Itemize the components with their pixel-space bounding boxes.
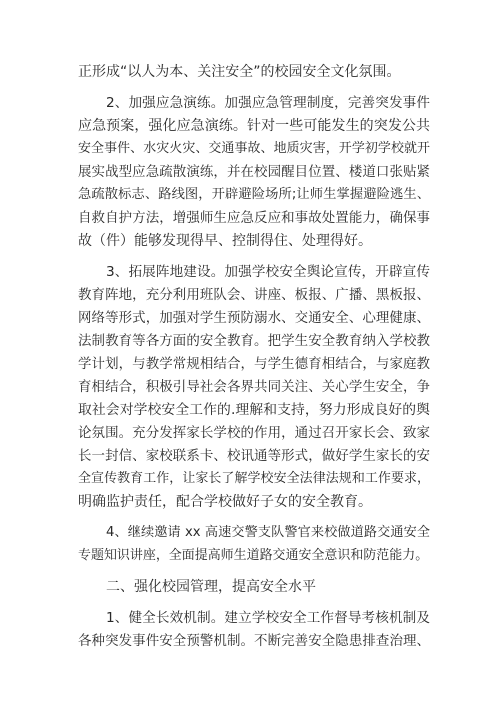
text-line: 取社会对学校安全工作的.理解和支持，努力形成良好的舆 xyxy=(78,402,430,418)
text-line: 自救自护方法，增强师生应急反应和事故处置能力，确保事 xyxy=(78,210,430,226)
text-line: 学计划，与教学常规相结合，与学生德育相结合，与家庭教 xyxy=(78,356,430,372)
text-line: 各种突发事件安全预警机制。不断完善安全隐患排查治理、 xyxy=(78,633,430,649)
text-line: 专题知识讲座，全面提高师生道路交通安全意识和防范能力。 xyxy=(78,548,429,563)
text-line: 全宣传教育工作，让家长了解学校安全法律法规和工作要求， xyxy=(78,471,430,486)
section-heading: 二、强化校园管理，提高安全水平 xyxy=(106,579,316,595)
text-line: 网络等形式，加强对学生预防溺水、交通安全、心理健康、 xyxy=(78,310,430,326)
text-line: 法制教育等各方面的安全教育。把学生安全教育纳入学校教 xyxy=(78,333,430,349)
text-line: 1、健全长效机制。建立学校安全工作督导考核机制及 xyxy=(106,610,430,626)
text-line: 展实战型应急疏散演练，并在校园醒目位置、楼道口张贴紧 xyxy=(78,164,430,180)
text-line: 故（件）能够发现得早、控制得住、处理得好。 xyxy=(78,233,372,249)
text-line: 长一封信、家校联系卡、校讯通等形式，做好学生家长的安 xyxy=(78,448,430,464)
text-line: 育相结合，积极引导社会各界共同关注、关心学生安全，争 xyxy=(78,379,430,395)
text-line: 4、继续邀请 xx 高速交警支队警官来校做道路交通安全 xyxy=(106,525,430,540)
text-line: 2、加强应急演练。加强应急管理制度，完善突发事件 xyxy=(106,95,430,111)
text-line: 3、拓展阵地建设。加强学校安全舆论宣传，开辟宣传 xyxy=(106,264,430,280)
text-line: 应急预案，强化应急演练。针对一些可能发生的突发公共 xyxy=(78,118,430,134)
text-line: 教育阵地，充分利用班队会、讲座、板报、广播、黑板报、 xyxy=(78,287,430,303)
text-line: 急疏散标志、路线图，开辟避险场所;让师生掌握避险逃生、 xyxy=(78,187,430,202)
text-line: 明确监护责任，配合学校做好子女的安全教育。 xyxy=(78,494,372,510)
text-line: 论氛围。充分发挥家长学校的作用，通过召开家长会、致家 xyxy=(78,425,430,441)
text-line: 正形成“以人为本、关注安全”的校园安全文化氛围。 xyxy=(78,64,401,80)
text-line: 安全事件、水灾火灾、交通事故、地质灾害，开学初学校就开 xyxy=(78,141,430,156)
